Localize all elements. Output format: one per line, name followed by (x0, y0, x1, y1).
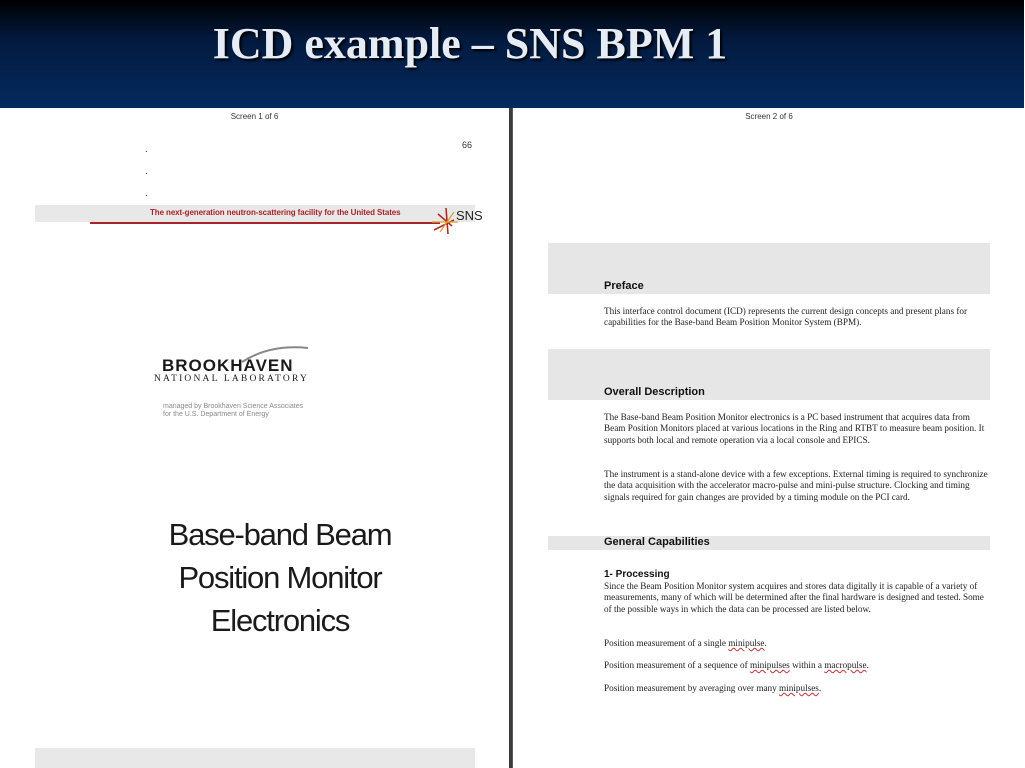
banner-red-line (90, 222, 440, 224)
general-heading: General Capabilities (604, 536, 710, 548)
item-text: . (818, 683, 822, 693)
item-text: . (764, 638, 767, 648)
list-item (604, 660, 992, 671)
bullet-dot: . (145, 166, 148, 177)
item-text: within a (789, 660, 825, 670)
preface-text: This interface control document (ICD) represents the current design concepts and present plans for capabilities for the Base-band Beam Position Monitor System (BPM). (604, 306, 968, 328)
item-text: Position measurement by averaging over many (604, 683, 780, 693)
screen-2-panel (512, 108, 1025, 768)
page-number: 66 (462, 140, 473, 150)
slide-title: ICD example – SNS BPM 1 (212, 19, 728, 68)
overall-heading: Overall Description (604, 386, 705, 398)
item-text: Position measurement of a sequence of (604, 660, 750, 670)
bnl-name: BROOKHAVEN (162, 356, 294, 375)
bnl-managed-line-1: managed by Brookhaven Science Associates (163, 403, 304, 410)
list-item (604, 683, 992, 694)
doc-title-line-3: Electronics (210, 603, 350, 638)
item-text: Position measurement of a single (604, 638, 729, 648)
preface-heading: Preface (604, 280, 644, 292)
processing-heading: 1- Processing (604, 569, 670, 580)
bnl-swoosh-icon (240, 342, 310, 364)
bnl-subtitle: NATIONAL LABORATORY (154, 374, 310, 384)
page-footer-bar (35, 748, 475, 768)
doc-title-line-2: Position Monitor (178, 560, 382, 595)
document-title (120, 513, 440, 642)
item-text: . (866, 660, 869, 670)
spellcheck-word: minipulses (779, 683, 819, 693)
processing-text: Since the Beam Position Monitor system acquires and stores data digitally it is capable of a variety of measurements, many of which will be determined after the final hardware is designed and tested. Some of the possible ways in which the data can be processed are listed below. (604, 581, 984, 614)
spellcheck-word: minipulse (728, 638, 765, 648)
overall-paragraph-1: The Base-band Beam Position Monitor electronics is a PC based instrument that acquires data from Beam Position Monitors placed at various locations in the Ring and RTBT to measure beam position. It supports both local and remote operation via a local console and EPICS. (604, 412, 985, 445)
spellcheck-word: macropulse (824, 660, 867, 670)
screen-1-panel (0, 108, 509, 768)
bnl-managed-line-2: for the U.S. Department of Energy (163, 411, 269, 418)
screen-2-label: Screen 2 of 6 (745, 112, 793, 121)
sns-logo-text: SNS (456, 208, 483, 223)
slide-title-bar (0, 0, 1024, 108)
overall-paragraph-2: The instrument is a stand-alone device with a few exceptions. External timing is required to synchronize the data acquisition with the accelerator macro-pulse and mini-pulse structure. Clocking and timing signals required for gain changes are provided by a timing module on the PCI card. (604, 469, 988, 502)
list-item (604, 638, 992, 649)
spellcheck-word: minipulses (749, 660, 790, 670)
sns-banner-text: The next-generation neutron-scattering facility for the United States (150, 208, 401, 217)
screen-1-label: Screen 1 of 6 (230, 112, 279, 121)
bullet-dot: . (145, 188, 148, 199)
sns-logo (430, 200, 483, 240)
doc-title-line-1: Base-band Beam (168, 517, 392, 552)
bnl-managed-text (163, 403, 303, 419)
bullet-dot: . (145, 144, 148, 155)
